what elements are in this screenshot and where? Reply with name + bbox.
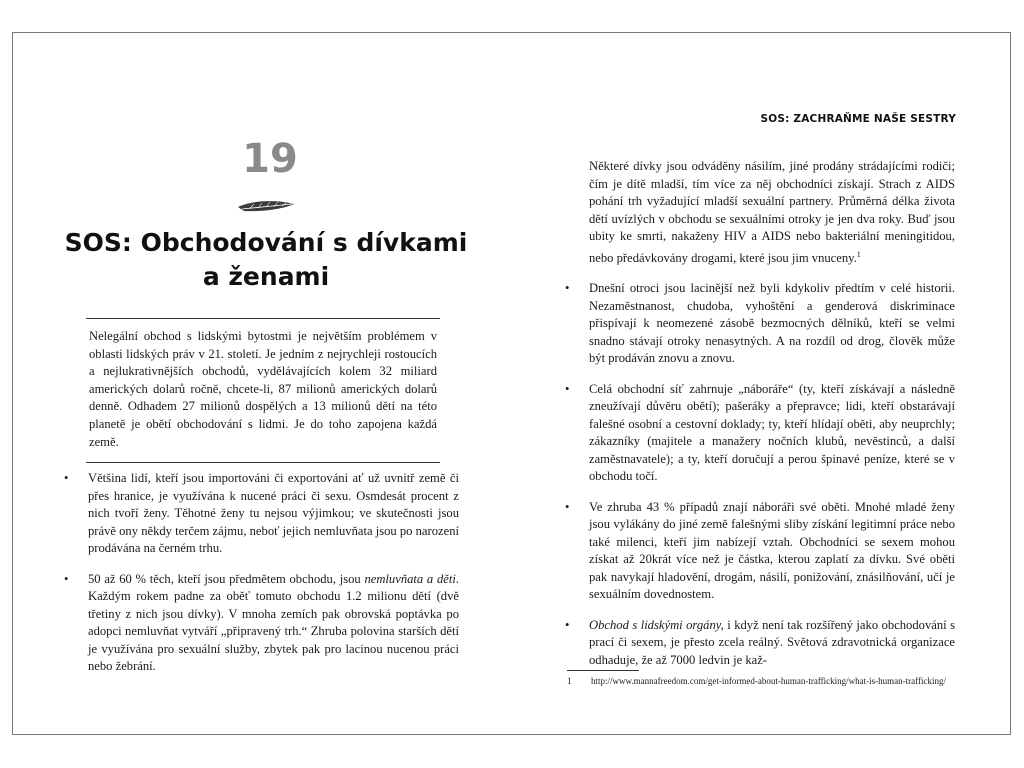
bullet-item: • Ve zhruba 43 % případů znají náboráři své oběti. Mnohé mladé ženy jsou vylákány do jiné země falešnými sliby získání legitimní práce nebo také milenci, kteří jim nabízejí vztah. Obchodníci se sexem mohou získat až 20krát více než je částka, kterou zaplatí za dívku. Své oběti pak navykají hladovění, drogám, násilí, ponižování, znásilňování, učí je sexuálním dovednostem. bbox=[565, 499, 955, 604]
chapter-title bbox=[64, 226, 468, 294]
right-body bbox=[565, 158, 955, 682]
chapter-number: 19 bbox=[242, 136, 298, 182]
footnote-link[interactable]: http://www.mannafreedom.com/get-informed-about-human-trafficking/what-is-human-trafficking/ bbox=[591, 676, 946, 686]
bullet-item: • Celá obchodní síť zahrnuje „náboráře“ (ty, kteří získávají a následně zneužívají důvěru obětí); pašeráky a přepravce; lidi, kteří obstarávají falešné osobní a cestovní doklady; ty, kteří hlídají oběti, aby neuprchly; zákazníky (majitele a manažery nočních klubů, nevěstinců, a další zaměstnavatele); a ty, kteří doručují a perou špinavé peníze, které se v obchodu točí. bbox=[565, 381, 955, 486]
emphasis: nemluvňata a děti bbox=[364, 571, 456, 586]
feather-ornament-icon bbox=[236, 198, 298, 216]
intro-box: Nelegální obchod s lidskými bytostmi je největším problémem v oblasti lidských práv v 21. století. Je jedním z nejrychleji rostoucích a nejlukrativnějších obchodů, vydělávajících kolem 32 miliard amerických dolarů ročně, chcete-li, 87 milionů amerických dolarů denně. Odhadem 27 milionů dospělých a 13 milionů dětí na této planetě je obětí obchodování s lidmi. Je do toho zapojena každá země. bbox=[86, 318, 440, 463]
footnote-rule bbox=[567, 670, 639, 671]
chapter-title-line-2: a ženami bbox=[202, 262, 330, 291]
left-body bbox=[64, 470, 459, 689]
footnote-number: 1 bbox=[567, 676, 572, 686]
bullet-item: • Většina lidí, kteří jsou importováni či exportováni ať už uvnitř země či přes hranice, je využívána k nucené práci či sexu. Osmdesát procent z nich tvoří ženy. Těhotné ženy tu nejsou výjimkou; ve skutečnosti jsou právě ony někdy terčem zájmu, neboť jejich nemluvňata jsou po narození prodávána na černém trhu. bbox=[64, 470, 459, 558]
running-head: SOS: ZACHRAŇME NAŠE SESTRY bbox=[760, 113, 956, 125]
bullet-item: • Obchod s lidskými orgány, i když není tak rozšířený jako obchodování s prací či sexem, je přesto zcela reálný. Světová zdravotnická organizace odhaduje, že až 7000 ledvin je kaž- bbox=[565, 617, 955, 670]
bullet-item: • Dnešní otroci jsou lacinější než byli kdykoliv předtím v celé historii. Nezaměstnanost, chudoba, vyhoštění a genderová diskriminace přispívají k neomezené zásobě bezmocných dělníků, kteří se velmi snadno stávají otroky nenasytných. A na rozdíl od drog, člověk může být prodáván znovu a znovu. bbox=[565, 280, 955, 368]
chapter-title-line-1: SOS: Obchodování s dívkami bbox=[64, 228, 468, 257]
paragraph: Některé dívky jsou odváděny násilím, jiné prodány strádajícími rodiči; čím je dítě mladší, tím více za něj obchodníci získají. Strach z AIDS pohání trh vyžadující mladší sexuální partnery. Průměrná délka života dětí uvízlých v obchodu se sexuálními otroky je jen dva roky. Buď jsou ubity ke smrti, nakaženy HIV a AIDS nebo bakteriální meningitidou, nebo předávkovány drogami, které jsou jim vnuceny.$^1$ bbox=[589, 159, 955, 265]
bullet-item: • 50 až 60 % těch, kteří jsou předmětem obchodu, jsou nemluvňata a děti. Každým rokem padne za oběť tomuto obchodu 1.2 milionu dětí (dvě třetiny z nich jsou dívky). V mnoha zemích pak obrovská poptávka po adopci nemluvňat vytváří „připravený trh.“ Zhruba polovina starších dětí je využívána pro sexuální služby, zbytek pak pro lacinou nucenou práci nebo žebrání. bbox=[64, 571, 459, 676]
emphasis: Obchod s lidskými orgány, bbox=[589, 617, 724, 632]
footnote bbox=[567, 675, 957, 687]
footnote-ref: 1 bbox=[856, 249, 861, 259]
